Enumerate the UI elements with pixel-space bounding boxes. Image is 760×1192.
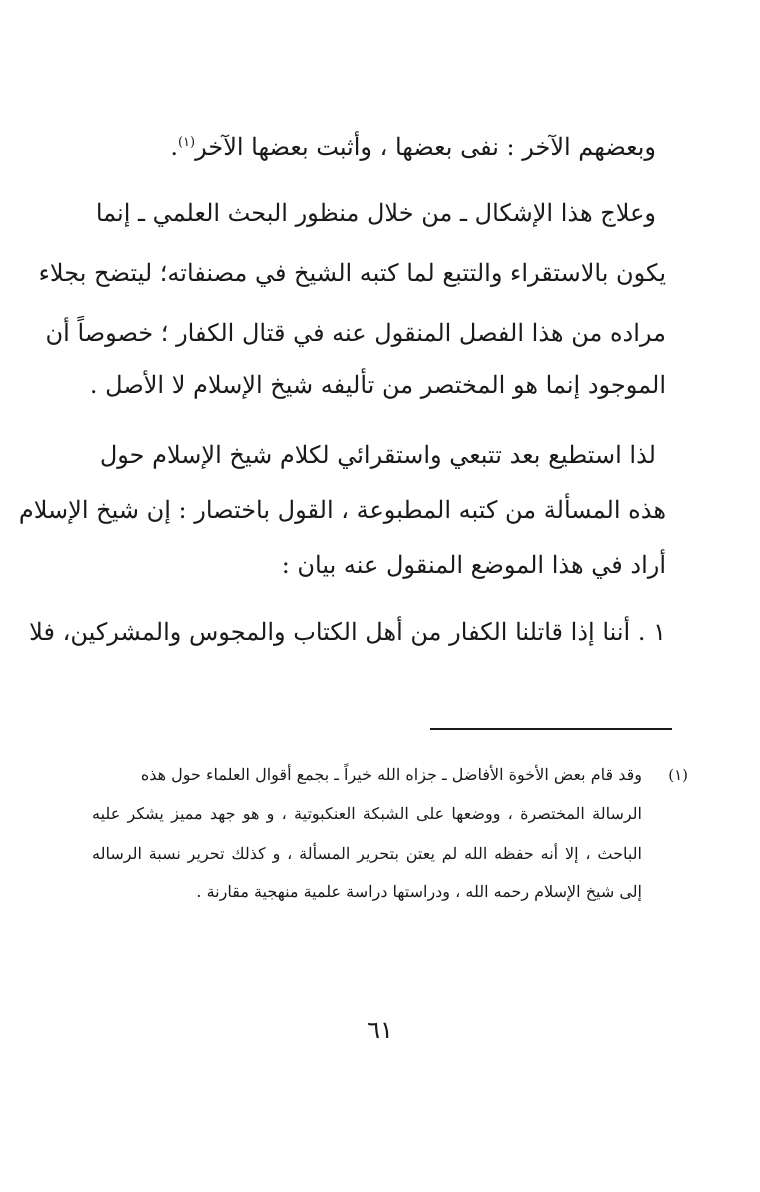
paragraph-1-line-4: الموجود إنما هو المختصر من تأليفه شيخ الإسلام لا الأصل .	[89, 371, 666, 399]
paragraph-2-line-1: لذا استطيع بعد تتبعي واستقرائي لكلام شيخ الإسلام حول	[99, 441, 656, 469]
body-line-1-text: وبعضهم الآخر : نفى بعضها ، وأثبت بعضها الآخر	[195, 133, 656, 161]
paragraph-3-line-1: ١ . أننا إذا قاتلنا الكفار من أهل الكتاب والمجوس والمشركين، فلا	[29, 618, 666, 646]
footnote-line-4: إلى شيخ الإسلام رحمه الله ، ودراستها دراسة علمية منهجية مقارنة .	[196, 882, 642, 901]
paragraph-1-line-1: وعلاج هذا الإشكال ـ من خلال منظور البحث العلمي ـ إنما	[95, 199, 656, 227]
paragraph-1-line-3: مراده من هذا الفصل المنقول عنه في قتال الكفار ؛ خصوصاً أن	[45, 319, 666, 347]
footnote-line-1: وقد قام بعض الأخوة الأفاضل ـ جزاه الله خيراً ـ بجمع أقوال العلماء حول هذه	[140, 765, 642, 784]
body-line-1-end: .	[170, 133, 178, 161]
footnote-separator	[430, 728, 672, 730]
page-number: ٦١	[367, 1016, 393, 1044]
footnote-line-3: الباحث ، إلا أنه حفظه الله لم يعتن بتحرير المسألة ، و كذلك تحرير نسبة الرساله	[92, 844, 642, 863]
footnote-reference: (١)	[177, 135, 196, 150]
footnote-line-2: الرسالة المختصرة ، ووضعها على الشبكة العنكبوتية ، و هو جهد مميز يشكر عليه	[92, 804, 642, 823]
footnote-number: (١)	[668, 766, 688, 784]
paragraph-2-line-2: هذه المسألة من كتبه المطبوعة ، القول باختصار : إن شيخ الإسلام	[18, 496, 666, 524]
body-line-1	[82, 130, 656, 164]
paragraph-2-line-3: أراد في هذا الموضع المنقول عنه بيان :	[281, 551, 666, 579]
paragraph-1-line-2: يكون بالاستقراء والتتبع لما كتبه الشيخ في مصنفاته؛ ليتضح بجلاء	[38, 259, 666, 287]
